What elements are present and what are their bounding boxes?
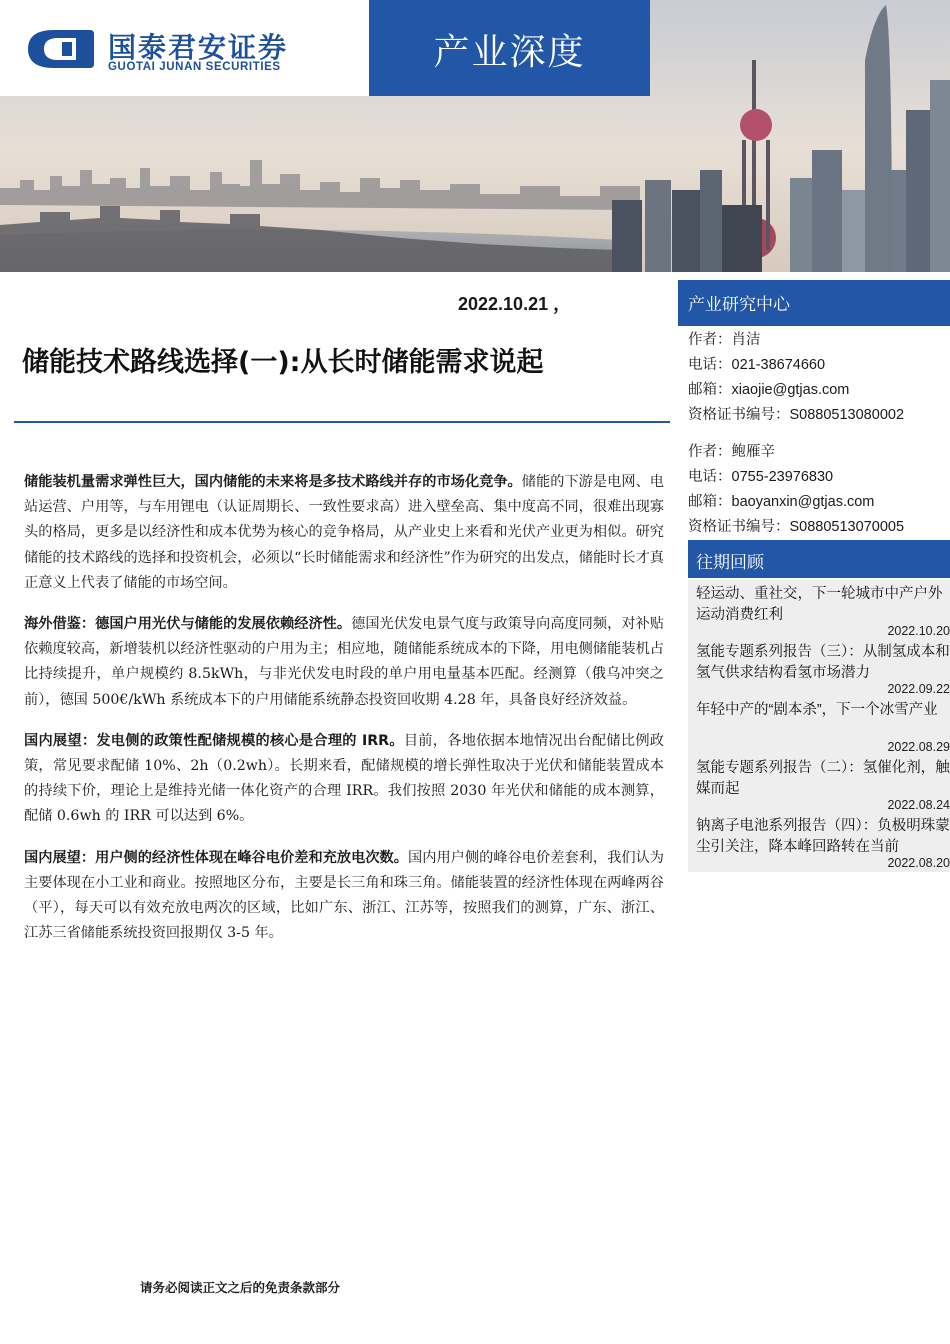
paragraph-text: 储能的下游是电网、电站运营、户用等，与车用锂电（认证周期长、一致性要求高）进入壁垒高、集中度高不同，很难出现寡头的格局，更多是以经济性和成本优势为核心的竞争格局，从产业史上来看和光伏产业更为相似。研究储能的技术路线的选择和投资机会，必须以“长时储能需求和经济性”作为研究的出发点，储能时长才真正意义上代表了储能的市场空间。 bbox=[24, 474, 664, 591]
author-certificate: 资格证书编号：S0880513070005 bbox=[688, 519, 905, 535]
title-divider bbox=[14, 421, 670, 423]
past-report-date: 2022.08.29 bbox=[887, 740, 950, 754]
author-name: 作者：肖洁 bbox=[688, 332, 761, 348]
report-type-banner bbox=[369, 0, 650, 96]
past-report-title[interactable]: 轻运动、重社交，下一轮城市中产户外运动消费红利 bbox=[696, 586, 943, 623]
past-report-item[interactable] bbox=[688, 754, 950, 812]
past-report-title[interactable]: 钠离子电池系列报告（四）：负极明珠蒙尘引关注，降本峰回路转在当前 bbox=[696, 818, 950, 855]
author-block bbox=[688, 328, 950, 428]
past-report-item[interactable] bbox=[688, 580, 950, 638]
guotai-junan-logo-icon bbox=[24, 26, 96, 72]
paragraph-lead: 储能装机量需求弹性巨大，国内储能的未来将是多技术路线并存的市场化竞争。 bbox=[24, 474, 522, 490]
summary-paragraph bbox=[24, 470, 664, 596]
logo-english-name: GUOTAI JUNAN SECURITIES bbox=[108, 61, 281, 73]
author-phone: 电话：0755-23976830 bbox=[688, 469, 834, 485]
paragraph-text: 目前，各地依据本地情况出台配储比例政策，常见要求配储 10%、2h（0.2wh）。长期来看，配储规模的增长弹性取决于光伏和储能装置成本的持续下价，理论上是维持光储一体化资产的合理 IRR。我们按照 2030 年光伏和储能的成本测算，配储 0.6wh 的 IRR 可以达到 6%。 bbox=[24, 732, 664, 825]
past-report-title[interactable]: 氢能专题系列报告（二）：氢催化剂，触媒而起 bbox=[696, 760, 950, 797]
past-report-item[interactable] bbox=[688, 638, 950, 696]
past-report-date: 2022.08.24 bbox=[887, 798, 950, 812]
paragraph-lead: 国内展望：发电侧的政策性配储规模的核心是合理的 IRR。 bbox=[24, 732, 404, 749]
author-phone: 电话：021-38674660 bbox=[688, 357, 826, 373]
paragraph-text: 德国光伏发电景气度与政策导向高度同频，对补贴依赖度较高，新增装机以经济性驱动的户用为主；相应地，随储能系统成本的下降，用电侧储能装机占比持续提升，单户规模约 8.5kWh，与非光伏发电时段的单户用电量基本匹配。经测算（俄乌冲突之前），德国 500€/kWh 系统成本下的户用储能系统静态投资回收期 4.28 年，具备良好经济效益。 bbox=[24, 616, 664, 708]
logo-area bbox=[0, 0, 369, 96]
paragraph-lead: 海外借鉴：德国户用光伏与储能的发展依赖经济性。 bbox=[24, 616, 352, 633]
past-report-title[interactable]: 氢能专题系列报告（三）：从制氢成本和氢气供求结构看氢市场潜力 bbox=[696, 644, 950, 681]
past-report-item[interactable] bbox=[688, 812, 950, 870]
past-report-title[interactable]: 年轻中产的“剧本杀”，下一个冰雪产业 bbox=[696, 702, 938, 718]
author-certificate: 资格证书编号：S0880513080002 bbox=[688, 407, 905, 423]
past-report-date: 2022.08.20 bbox=[887, 856, 950, 870]
past-reports-label: 往期回顾 bbox=[696, 553, 764, 573]
paragraph-lead: 国内展望：用户侧的经济性体现在峰谷电价差和充放电次数。 bbox=[24, 849, 409, 866]
report-title: 储能技术路线选择(一):从长时储能需求说起 bbox=[22, 347, 544, 378]
research-center-header bbox=[678, 280, 950, 326]
author-block bbox=[688, 440, 950, 540]
past-reports-list bbox=[688, 580, 950, 872]
summary-paragraph bbox=[24, 612, 664, 713]
author-email: 邮箱：xiaojie@gtjas.com bbox=[688, 382, 850, 398]
past-reports-header bbox=[688, 540, 950, 578]
summary-paragraph bbox=[24, 729, 664, 830]
summary-paragraph bbox=[24, 846, 664, 947]
report-date: 2022.10.21 ， bbox=[458, 294, 572, 314]
report-summary bbox=[24, 470, 664, 962]
logo-chinese-name: 国泰君安证券 bbox=[108, 31, 289, 64]
author-email: 邮箱：baoyanxin@gtjas.com bbox=[688, 494, 875, 510]
paragraph-text: 国内用户侧的峰谷电价差套利，我们认为主要体现在小工业和商业。按照地区分布，主要是长三角和珠三角。储能装置的经济性体现在两峰两谷（平），每天可以有效充放电两次的区域，比如广东、浙江、江苏等，按照我们的测算，广东、浙江、江苏三省储能系统投资回报期仅 3-5 年。 bbox=[24, 849, 664, 942]
author-info bbox=[688, 328, 950, 552]
report-type-label: 产业深度 bbox=[433, 32, 586, 73]
past-report-date: 2022.10.20 bbox=[887, 624, 950, 638]
past-report-item[interactable] bbox=[688, 696, 950, 754]
disclaimer-footer: 请务必阅读正文之后的免责条款部分 bbox=[140, 1280, 341, 1295]
research-center-label: 产业研究中心 bbox=[688, 295, 790, 315]
past-report-date: 2022.09.22 bbox=[887, 682, 950, 696]
author-name: 作者：鲍雁辛 bbox=[688, 444, 775, 460]
